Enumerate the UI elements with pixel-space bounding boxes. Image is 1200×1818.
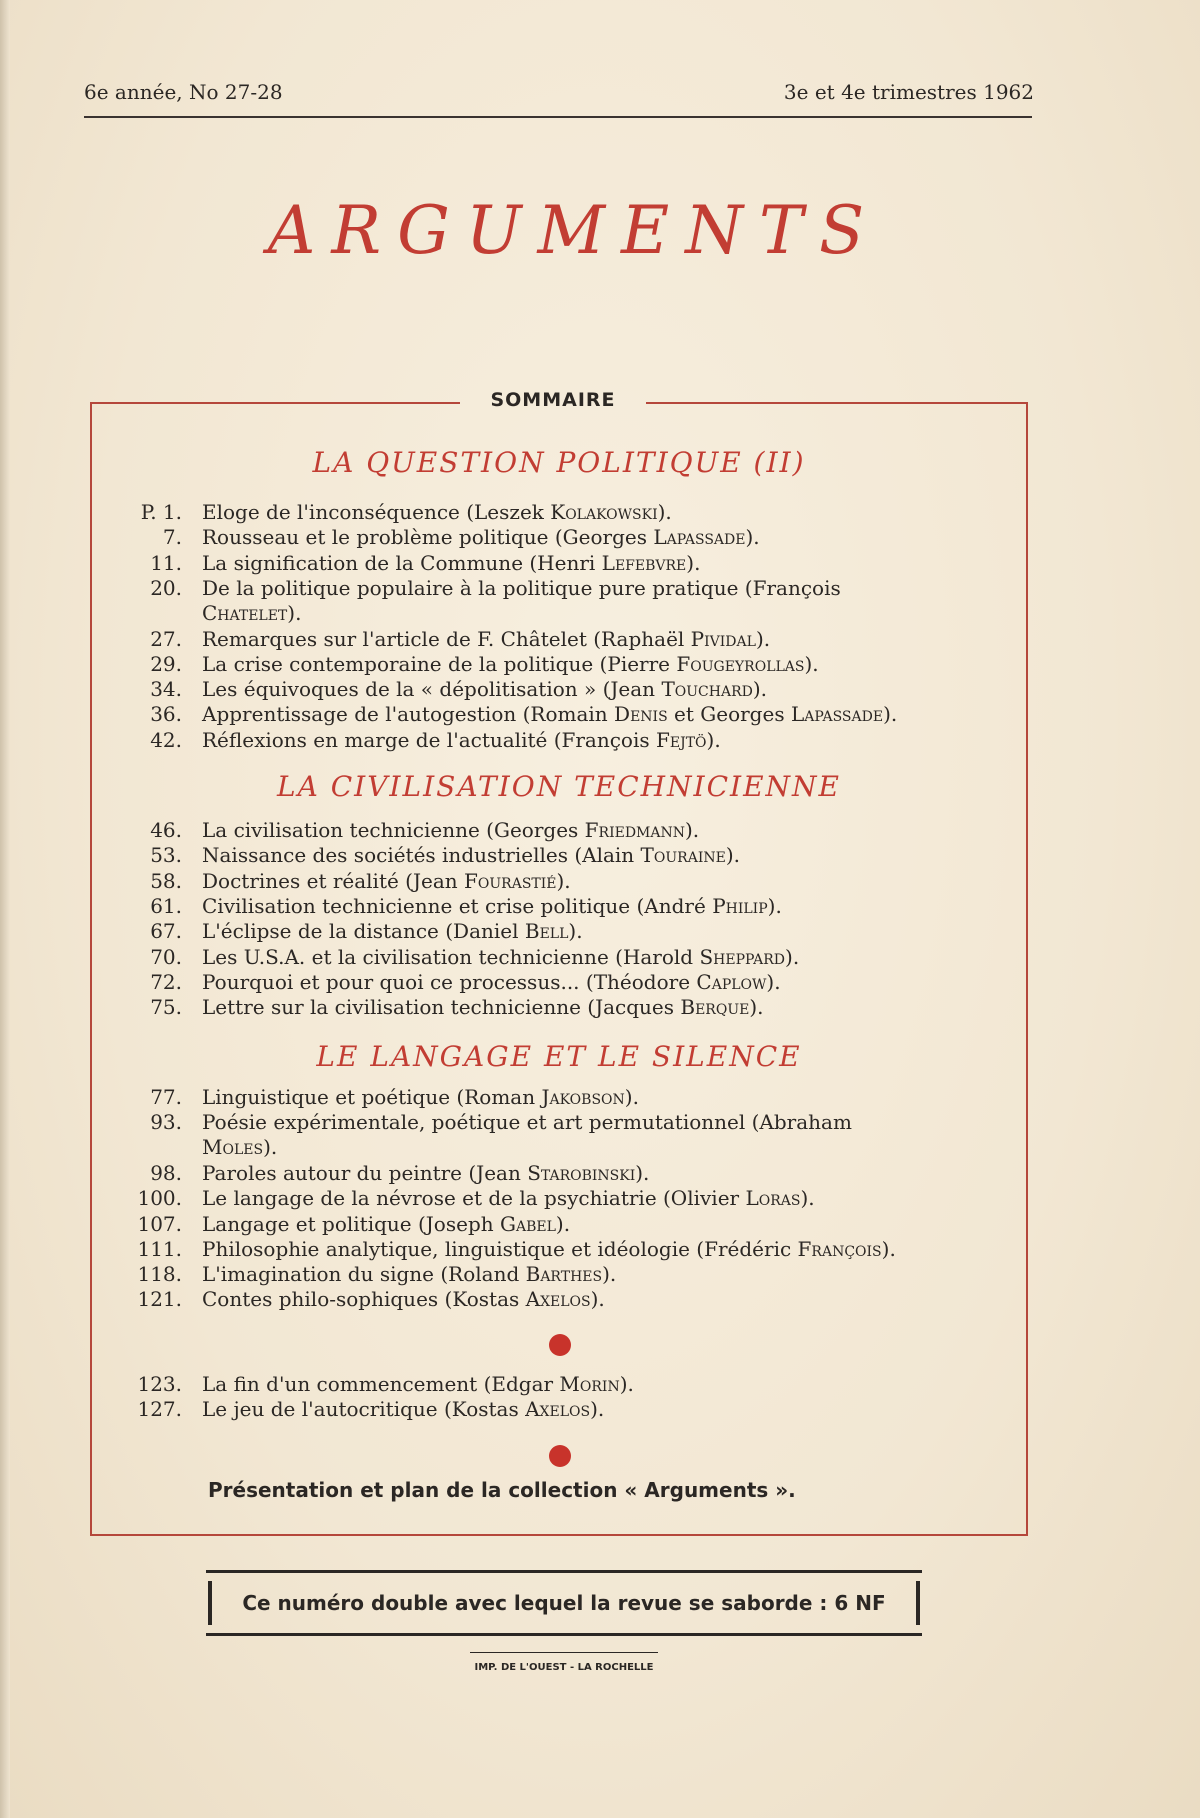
author-name: Starobinski	[527, 1160, 636, 1185]
entry-title: Eloge de l'inconséquence (Leszek	[202, 500, 551, 524]
entry-title: Le jeu de l'autocritique (Kostas	[202, 1397, 526, 1422]
entry-punct: ).	[590, 1397, 605, 1422]
page-number: 98.	[150, 1160, 182, 1185]
author-name: Friedmann	[584, 818, 685, 842]
separator-dot	[549, 1445, 571, 1467]
printer-imprint: IMP. DE L'OUEST - LA ROCHELLE	[474, 1662, 654, 1673]
author-name: Chatelet	[202, 600, 288, 625]
entry-title: Remarques sur l'article de F. Châtelet (Raphaël	[202, 626, 691, 651]
separator-dot	[549, 1334, 571, 1356]
author-name: Pividal	[690, 626, 756, 651]
entry-title: Civilisation technicienne et crise politique (André	[202, 893, 713, 918]
entry-text	[202, 1397, 1008, 1422]
entry-text	[202, 869, 1008, 894]
page-number: 67.	[150, 919, 182, 944]
entry-text	[202, 576, 1008, 626]
author-name: Bell	[524, 919, 569, 944]
entry-text	[202, 894, 1008, 919]
author-name: Touraine	[640, 843, 726, 868]
entry-punct: ).	[555, 1211, 571, 1236]
entry-punct: ).	[685, 818, 700, 842]
author-name: Loras	[745, 1186, 801, 1211]
page-spine-shadow	[0, 0, 10, 1818]
page-number: 34.	[150, 677, 182, 702]
page-number: 127.	[137, 1397, 182, 1422]
collection-presentation: Présentation et plan de la collection « Arguments ».	[208, 1478, 796, 1502]
issue-number: 6e année, No 27-28	[84, 80, 283, 104]
entry-text	[202, 652, 1008, 677]
page-number: 75.	[150, 995, 182, 1020]
author-name: François	[797, 1236, 882, 1261]
entry-punct: ).	[752, 677, 768, 702]
page-number: 123.	[137, 1372, 182, 1396]
entry-text	[202, 1110, 1008, 1160]
entry-punct: ).	[287, 600, 302, 625]
entry-continuation	[202, 601, 1008, 626]
entry-text	[202, 500, 1008, 525]
entry-punct: ).	[766, 969, 781, 994]
entry-title: Le langage de la névrose et de la psychiatrie (Olivier	[202, 1186, 746, 1211]
entry-title: Réflexions en marge de l'actualité (François	[202, 727, 656, 752]
entry-title: Naissance des sociétés industrielles (Alain	[202, 843, 641, 868]
entry-title: Linguistique et poétique (Roman	[202, 1085, 542, 1109]
entry-punct: ).	[745, 525, 760, 550]
author-name: Berque	[680, 995, 750, 1020]
entry-punct: ).	[883, 702, 898, 727]
entry-punct: ).	[749, 995, 764, 1020]
entry-text	[202, 970, 1008, 995]
entry-text	[202, 843, 1008, 868]
entry-punct: ).	[657, 500, 672, 524]
entry-punct: ).	[767, 893, 782, 918]
entry-title: Pourquoi et pour quoi ce processus... (Théodore	[202, 969, 697, 994]
author-name: Axelos	[525, 1397, 591, 1422]
entry-punct: ).	[635, 1160, 650, 1185]
author-name: Jakobson	[541, 1085, 625, 1109]
author-name: Philip	[712, 893, 768, 918]
entry-text	[202, 995, 1008, 1020]
page-number: 42.	[150, 727, 182, 752]
entry-title: Les U.S.A. et la civilisation technicienne (Harold	[202, 944, 700, 969]
author-name: Touchard	[661, 677, 753, 702]
entry-title: Doctrines et réalité (Jean	[202, 868, 465, 893]
entry-text	[202, 728, 1008, 753]
journal-title: ARGUMENTS	[267, 192, 881, 269]
page-number: 27.	[150, 626, 182, 651]
entry-punct: ).	[263, 1135, 278, 1160]
entry-title: La civilisation technicienne (Georges	[202, 818, 585, 842]
entry-title: La crise contemporaine de la politique (Pierre	[202, 651, 677, 676]
page-number: 121.	[137, 1287, 182, 1312]
page-number: 61.	[150, 893, 182, 918]
author-name: Lapassade	[790, 702, 884, 727]
entry-text	[202, 627, 1008, 652]
entry-title: De la politique populaire à la politique pure pratique (François	[202, 575, 841, 600]
entry-text	[202, 1161, 1008, 1186]
entry-punct: ).	[590, 1287, 605, 1312]
author-name: Fougeyrollas	[676, 651, 805, 676]
page-number: 29.	[150, 651, 182, 676]
entry-title: Les équivoques de la « dépolitisation » (Jean	[202, 677, 662, 702]
author-name: Axelos	[525, 1287, 591, 1312]
entry-text	[202, 919, 1008, 944]
entry-text	[202, 945, 1008, 970]
entry-punct: ).	[602, 1262, 617, 1287]
page-number: 107.	[137, 1211, 182, 1236]
price-box	[206, 1570, 922, 1636]
entry-title: La fin d'un commencement (Edgar	[202, 1372, 560, 1396]
entry-punct: ).	[706, 727, 721, 752]
entry-punct: ).	[804, 651, 819, 676]
entry-punct: ).	[624, 1085, 639, 1109]
entry-title: L'imagination du signe (Roland	[202, 1262, 526, 1287]
author-name: Fejtö	[656, 727, 707, 752]
entry-title: Apprentissage de l'autogestion (Romain	[202, 702, 615, 727]
entry-text	[202, 702, 1008, 727]
entry-title: Langage et politique (Joseph	[202, 1211, 500, 1236]
page-number: 70.	[150, 944, 182, 969]
author-name: Caplow	[696, 969, 767, 994]
page-number: 11.	[150, 550, 182, 575]
page-number: 20.	[150, 575, 182, 600]
entry-title: et Georges	[667, 702, 791, 727]
entry-title: Philosophie analytique, linguistique et idéologie (Frédéric	[202, 1236, 798, 1261]
author-name: Barthes	[525, 1262, 603, 1287]
entry-text	[202, 525, 1008, 550]
page-number: 111.	[137, 1236, 182, 1261]
entry-punct: ).	[881, 1236, 896, 1261]
entry-text	[202, 1262, 1008, 1287]
page-number: 58.	[150, 868, 182, 893]
page-number: 36.	[150, 702, 182, 727]
author-name: Lefebvre	[601, 550, 687, 575]
entry-title: Poésie expérimentale, poétique et art permutationnel (Abraham	[202, 1110, 852, 1135]
entry-text	[202, 677, 1008, 702]
entry-title: Contes philo-sophiques (Kostas	[202, 1287, 526, 1312]
entry-punct: ).	[785, 944, 800, 969]
entry-title: La signification de la Commune (Henri	[202, 550, 602, 575]
entry-text	[202, 1085, 1008, 1110]
imprint-rule	[470, 1652, 658, 1653]
entry-text	[202, 1372, 1008, 1397]
page-number: P. 1.	[140, 500, 182, 524]
section-title: LE LANGAGE ET LE SILENCE	[316, 1040, 802, 1073]
entry-text	[202, 1186, 1008, 1211]
author-name: Sheppard	[699, 944, 786, 969]
author-name: Fourastié	[464, 868, 557, 893]
entry-text	[202, 1287, 1008, 1312]
page-number: 118.	[137, 1262, 182, 1287]
entry-title: Lettre sur la civilisation technicienne (Jacques	[202, 995, 681, 1020]
entry-text	[202, 1212, 1008, 1237]
page-number: 7.	[162, 525, 182, 550]
page-number: 53.	[150, 843, 182, 868]
entry-text	[202, 818, 1008, 843]
section-title: LA QUESTION POLITIQUE (II)	[312, 446, 806, 479]
entry-punct: ).	[755, 626, 771, 651]
issue-date: 3e et 4e trimestres 1962	[783, 80, 1034, 104]
entry-punct: ).	[800, 1186, 815, 1211]
page-number: 100.	[137, 1186, 182, 1211]
entry-punct: ).	[686, 550, 701, 575]
page-number: 72.	[150, 969, 182, 994]
author-name: Lapassade	[653, 525, 746, 550]
header-rule	[84, 116, 1032, 118]
entry-title: Paroles autour du peintre (Jean	[202, 1160, 528, 1185]
author-name: Kolakowski	[550, 500, 658, 524]
author-name: Denis	[614, 702, 668, 727]
entry-punct: ).	[725, 843, 740, 868]
entry-continuation	[202, 1135, 1008, 1160]
page-number: 77.	[150, 1085, 182, 1109]
entry-title: Rousseau et le problème politique (Georges	[202, 525, 654, 550]
price-note: Ce numéro double avec lequel la revue se saborde : 6 NF	[242, 1591, 886, 1615]
entry-punct: ).	[556, 868, 571, 893]
author-name: Gabel	[500, 1211, 556, 1236]
author-name: Moles	[202, 1135, 264, 1160]
author-name: Morin	[559, 1372, 620, 1396]
sommaire-heading: SOMMAIRE	[490, 389, 616, 411]
entry-title: L'éclipse de la distance (Daniel	[202, 919, 525, 944]
page-number: 46.	[150, 818, 182, 842]
issue-header	[84, 80, 1034, 114]
entry-punct: ).	[619, 1372, 634, 1396]
section-title: LA CIVILISATION TECHNICIENNE	[277, 770, 841, 803]
entry-text	[202, 1237, 1008, 1262]
page-number: 93.	[150, 1110, 182, 1135]
entry-text	[202, 551, 1008, 576]
entry-punct: ).	[568, 919, 583, 944]
